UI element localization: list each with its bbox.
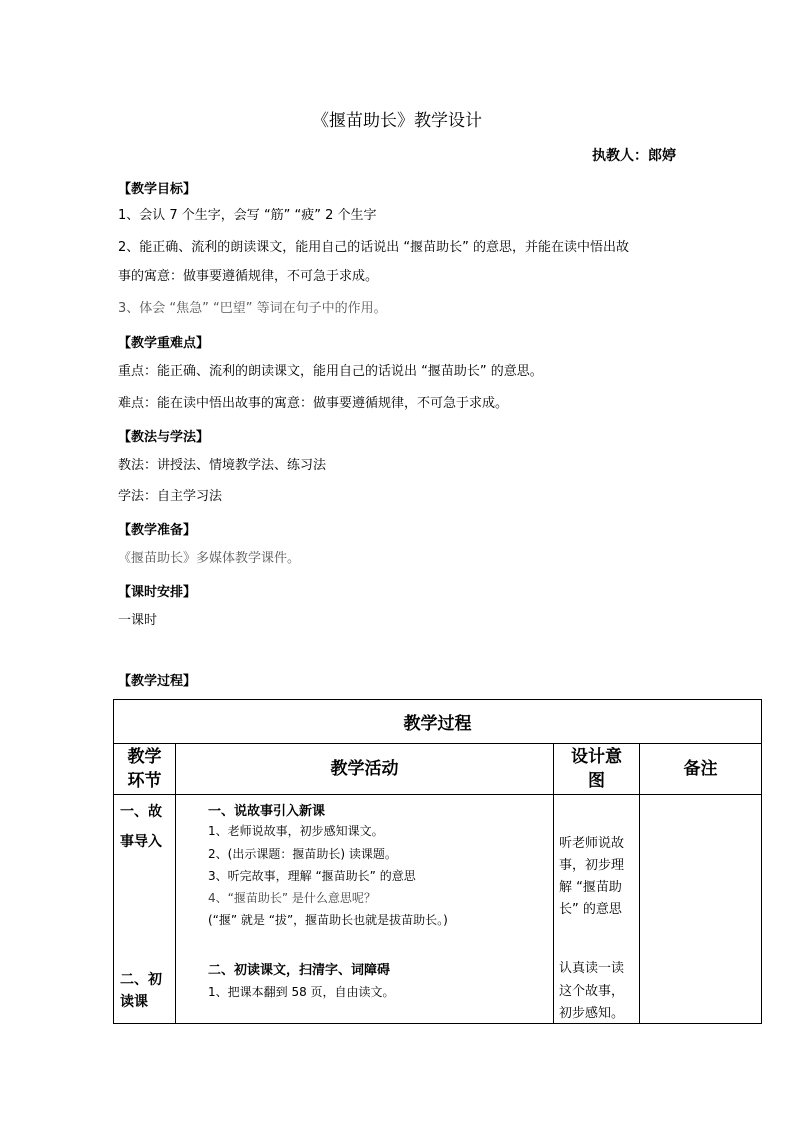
col-header-intent-line2: 图 (588, 771, 605, 791)
col-header-intent-line1: 设计意 (571, 747, 622, 767)
intent-2-line1: 认真读一读 (559, 961, 625, 976)
table-title: 教学过程 (114, 700, 762, 744)
table-row (114, 795, 762, 1024)
activity-1-step-2: 2、(出示课题：揠苗助长) 读课题。 (208, 847, 397, 861)
col-header-intent (554, 744, 640, 795)
section-prep-heading: 【教学准备】 (118, 523, 197, 538)
intent-1-line1: 听老师说故 (559, 836, 625, 851)
stage-2-line1: 二、初 (120, 972, 162, 988)
col-header-stage (114, 744, 176, 795)
intent-2-line2: 这个故事， (559, 984, 625, 999)
activity-1-note: (“揠” 就是 “拔”，揠苗助长也就是拔苗助长。) (208, 913, 448, 927)
page-title: 《揠苗助长》教学设计 (312, 111, 482, 131)
section-methods-heading: 【教法与学法】 (118, 430, 210, 445)
teaching-method-line: 教法：讲授法、情境教学法、练习法 (118, 458, 327, 473)
activity-1-step-3: 3、听完故事，理解 “揠苗助长” 的意思 (208, 869, 416, 883)
section-keypoints-heading: 【教学重难点】 (118, 336, 210, 351)
goal-line-2a: 2、能正确、流利的朗读课文，能用自己的话说出 “揠苗助长” 的意思，并能在读中悟出故 (118, 240, 630, 255)
prep-line: 《揠苗助长》多媒体教学课件。 (118, 551, 301, 566)
schedule-line: 一课时 (118, 613, 158, 628)
section-process-heading: 【教学过程】 (118, 674, 197, 689)
teacher-name: 执教人：郎婷 (592, 148, 676, 164)
intent-cell (554, 795, 640, 1024)
goal-line-2b: 事的寓意：做事要遵循规律，不可急于求成。 (118, 269, 379, 284)
difficult-point-line: 难点：能在读中悟出故事的寓意：做事要遵循规律，不可急于求成。 (118, 396, 509, 411)
key-point-line: 重点：能正确、流利的朗读课文，能用自己的话说出 “揠苗助长” 的意思。 (118, 364, 543, 379)
stage-cell (114, 795, 176, 1024)
activity-1-title: 一、说故事引入新课 (208, 804, 326, 819)
goal-line-3: 3、体会 “焦急” “巴望” 等词在句子中的作用。 (118, 301, 387, 316)
col-header-stage-line2: 环节 (127, 771, 162, 791)
learning-method-line: 学法：自主学习法 (118, 489, 223, 504)
activity-1-step-1: 1、老师说故事，初步感知课文。 (208, 824, 384, 838)
intent-1-line3: 解 “揠苗助 (559, 880, 622, 895)
stage-2-line2: 读课 (120, 994, 148, 1010)
intent-2-line3: 初步感知。 (559, 1006, 625, 1021)
activity-cell (176, 795, 554, 1024)
goal-line-1: 1、会认 7 个生字，会写 “筋” “疲” 2 个生字 (118, 208, 377, 223)
stage-1-line2: 事导入 (120, 834, 162, 850)
col-header-stage-line1: 教学 (127, 747, 162, 767)
process-table (113, 699, 762, 1024)
activity-2-step-1: 1、把课本翻到 58 页，自由读文。 (208, 985, 395, 999)
activity-1-step-4: 4、“揠苗助长” 是什么意思呢？ (208, 891, 376, 905)
col-header-notes: 备注 (640, 744, 762, 795)
activity-2-title: 二、初读课文，扫清字、词障碍 (208, 963, 391, 978)
section-schedule-heading: 【课时安排】 (118, 585, 197, 600)
section-goals-heading: 【教学目标】 (118, 182, 197, 197)
intent-1-line4: 长” 的意思 (559, 902, 622, 917)
intent-1-line2: 事，初步理 (559, 858, 625, 873)
stage-1-line1: 一、故 (120, 804, 162, 820)
col-header-activity: 教学活动 (176, 744, 554, 795)
notes-cell (640, 795, 762, 1024)
